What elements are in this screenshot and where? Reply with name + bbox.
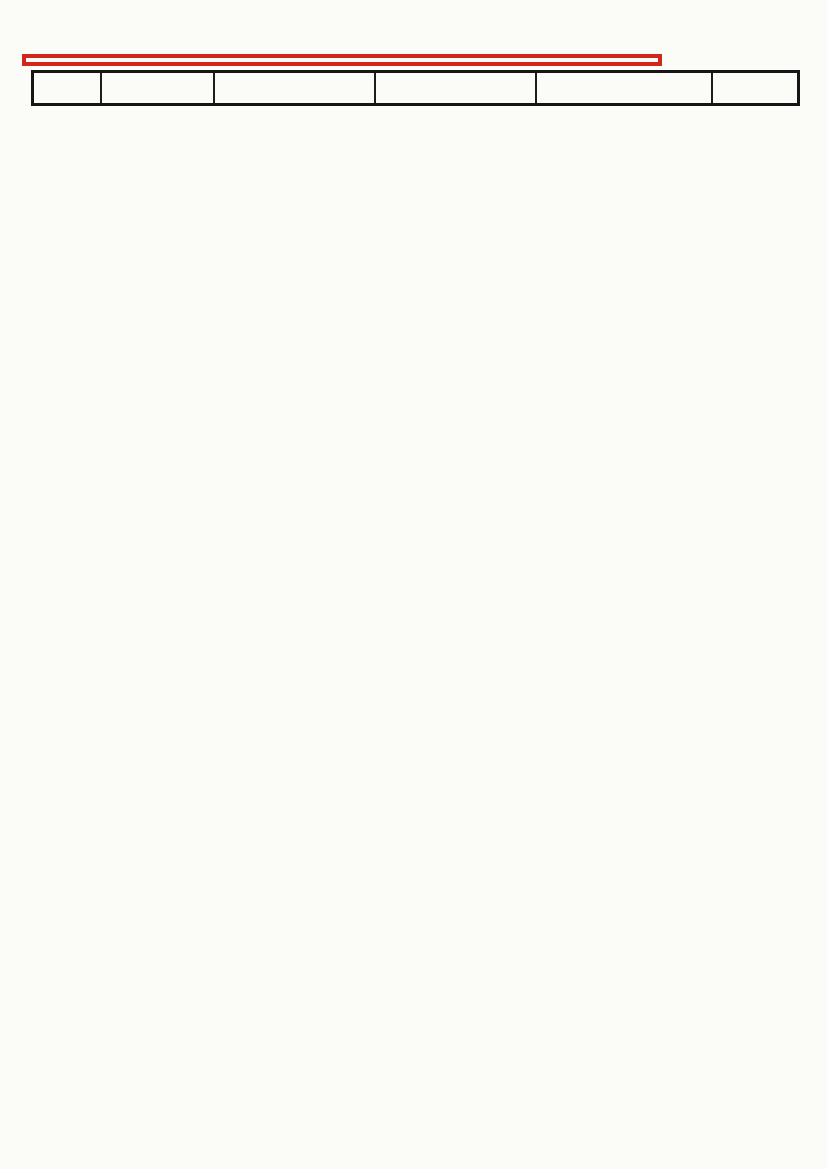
header-time-1200	[375, 72, 536, 105]
header-row	[33, 72, 799, 105]
schedule-table	[31, 70, 800, 106]
schedule-table-header	[33, 72, 799, 105]
page-title	[0, 0, 827, 46]
header-venue	[712, 72, 799, 105]
header-time-0930	[214, 72, 375, 105]
header-time-1430	[536, 72, 712, 105]
header-region	[33, 72, 101, 105]
league-notes	[0, 54, 827, 66]
note-highlight-red-box	[22, 54, 662, 66]
header-date	[101, 72, 214, 105]
